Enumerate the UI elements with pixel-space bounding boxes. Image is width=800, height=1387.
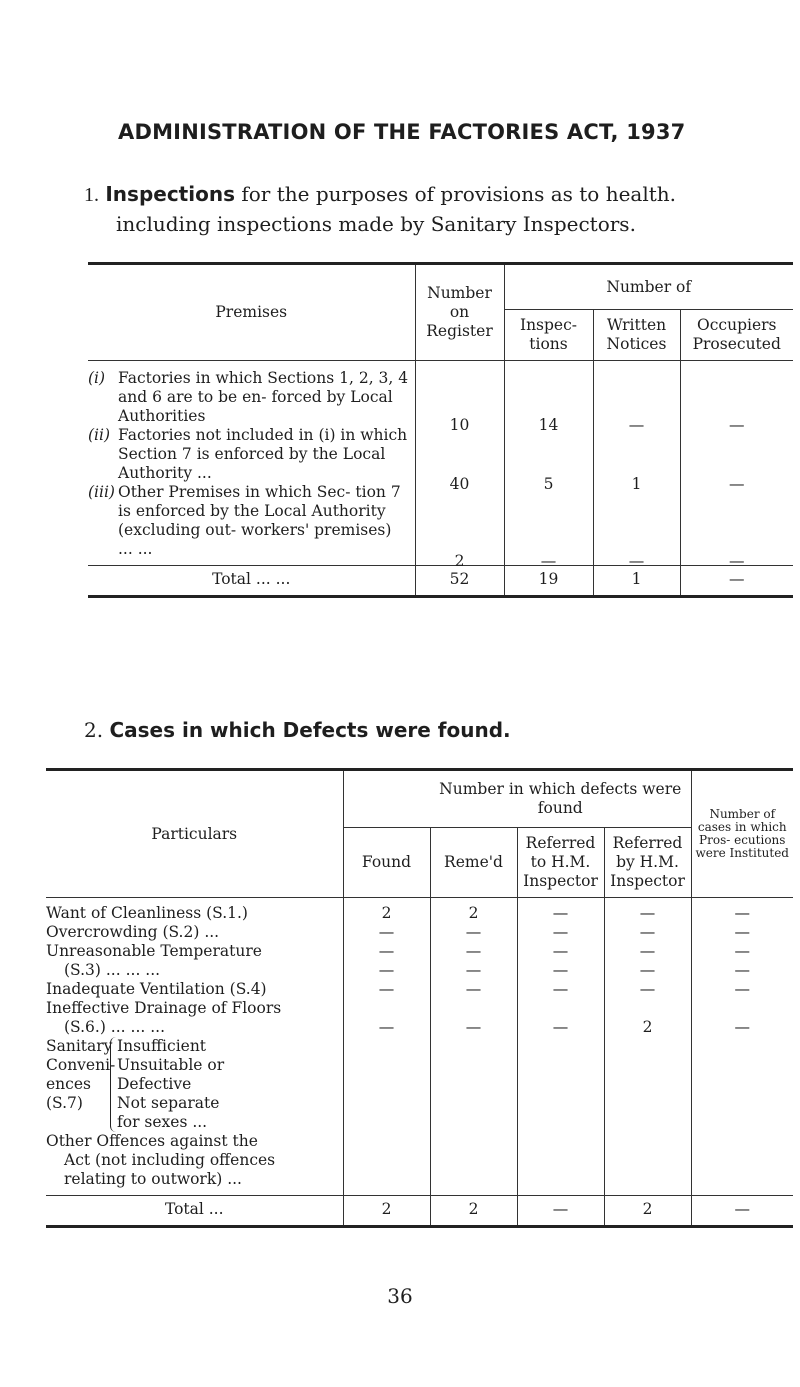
- section-1-number: 1.: [84, 184, 99, 206]
- header-remedied: Reme'd: [430, 828, 517, 898]
- defects-total-row: [46, 1196, 793, 1227]
- particulars-list: Want of Cleanliness (S.1.) Overcrowding (S.2) ... Unreasonable Temperature (S.3) ... ... ... Inadequate Ventilation (S.4) Ineffective Drainage of Floors (S.6.) ... ... ... Sanitary Conveni- ences (S.7) Insufficient Unsuitable or Defective Not separate for sexes ... Other Offences against the Act (not including offences relating to outwork) ...: [46, 898, 343, 1196]
- particular-temperature: Unreasonable Temperature: [46, 942, 262, 960]
- header-referred-to: Referred to H.M. Inspector: [517, 828, 604, 898]
- header-number-on-register: Number on Register: [415, 264, 504, 361]
- total-register: 52: [415, 566, 504, 597]
- inspections-value: —: [540, 552, 557, 570]
- particular-cleanliness: Want of Cleanliness (S.1.): [46, 904, 248, 922]
- prosecutions-column: — — — — — —: [691, 898, 793, 1196]
- inspections-value: 5: [543, 475, 554, 493]
- header-inspections: Inspec- tions: [504, 310, 593, 361]
- section-2-heading: [84, 718, 784, 742]
- total-inspections: 19: [504, 566, 593, 597]
- prosecuted-value: —: [729, 475, 745, 493]
- premises-list: [88, 361, 415, 566]
- remedied-column: 2 — — — — —: [430, 898, 517, 1196]
- found-column: 2 — — — — —: [343, 898, 430, 1196]
- section-1-heading: [84, 180, 784, 239]
- notices-value: —: [628, 416, 645, 434]
- header-written-notices: Written Notices: [593, 310, 680, 361]
- inspections-column: [504, 361, 593, 570]
- defects-total-found: 2: [343, 1196, 430, 1227]
- section-1-heading-line2: including inspections made by Sanitary Inspectors.: [116, 212, 636, 236]
- premises-row-3: (iii) Other Premises in which Sec- tion 7 is enforced by the Local Authority (excluding out- workers' premises) ... ...: [88, 483, 401, 558]
- header-prosecutions: Number of cases in which Pros- ecutions were Instituted: [691, 770, 793, 898]
- inspections-table: [88, 262, 793, 598]
- prosecuted-value: —: [729, 552, 745, 570]
- particular-drainage-section: (S.6.) ... ... ...: [64, 1018, 165, 1036]
- header-number-in-which-defects: Number in which defects were found: [430, 770, 691, 828]
- premises-row-2: (ii) Factories not included in (i) in which Section 7 is enforced by the Local Authority ...: [88, 426, 408, 482]
- total-label: Total ... ...: [88, 566, 415, 597]
- register-value: 2: [454, 552, 465, 570]
- particular-sanitary-conveniences: Sanitary Conveni- ences (S.7) Insufficient Unsuitable or Defective Not separate for sexes ...: [46, 1037, 225, 1131]
- referred-by-column: — — — — — 2: [604, 898, 691, 1196]
- header-found: Found: [343, 828, 430, 898]
- section-2-heading-bold: Cases in which Defects were found.: [109, 718, 511, 742]
- section-1-heading-bold: Inspections: [105, 182, 235, 206]
- inspections-value: 14: [538, 416, 559, 434]
- particular-ventilation: Inadequate Ventilation (S.4): [46, 980, 267, 998]
- header-number-of: Number of: [504, 264, 793, 310]
- header-premises: Premises: [215, 303, 288, 321]
- total-notices: 1: [593, 566, 680, 597]
- defects-total-referred-to: —: [517, 1196, 604, 1227]
- particular-other-offences: Other Offences against the: [46, 1132, 258, 1150]
- document-title: ADMINISTRATION OF THE FACTORIES ACT, 1937: [118, 120, 686, 144]
- particular-overcrowding: Overcrowding (S.2) ...: [46, 923, 220, 941]
- prosecuted-column: [680, 361, 793, 570]
- particular-temperature-section: (S.3) ... ... ...: [64, 961, 161, 979]
- defects-total-remedied: 2: [430, 1196, 517, 1227]
- section-2-number: 2.: [84, 718, 104, 742]
- particular-drainage: Ineffective Drainage of Floors: [46, 999, 282, 1017]
- register-value: 40: [449, 475, 470, 493]
- page-number: 36: [387, 1284, 413, 1308]
- referred-to-column: — — — — — —: [517, 898, 604, 1196]
- prosecuted-value: —: [729, 416, 745, 434]
- header-occupiers-prosecuted: Occupiers Prosecuted: [680, 310, 793, 361]
- premises-row-1: (i) Factories in which Sections 1, 2, 3, 4 and 6 are to be en- forced by Local Authorities: [88, 369, 409, 425]
- notices-value: —: [628, 552, 645, 570]
- notices-value: 1: [631, 475, 642, 493]
- defects-total-label: Total ...: [46, 1196, 343, 1227]
- header-particulars: Particulars: [151, 824, 238, 843]
- section-1-heading-rest: for the purposes of provisions as to health.: [241, 182, 677, 206]
- header-referred-by: Referred by H.M. Inspector: [604, 828, 691, 898]
- total-prosecuted: —: [680, 566, 793, 597]
- sanitary-brace: Insufficient Unsuitable or Defective Not separate for sexes ...: [110, 1037, 224, 1132]
- notices-column: [593, 361, 680, 570]
- defects-total-prosecuted: —: [691, 1196, 793, 1227]
- register-value: 10: [449, 416, 470, 434]
- defects-total-referred-by: 2: [604, 1196, 691, 1227]
- register-column: [415, 361, 504, 570]
- defects-table: [46, 768, 793, 1228]
